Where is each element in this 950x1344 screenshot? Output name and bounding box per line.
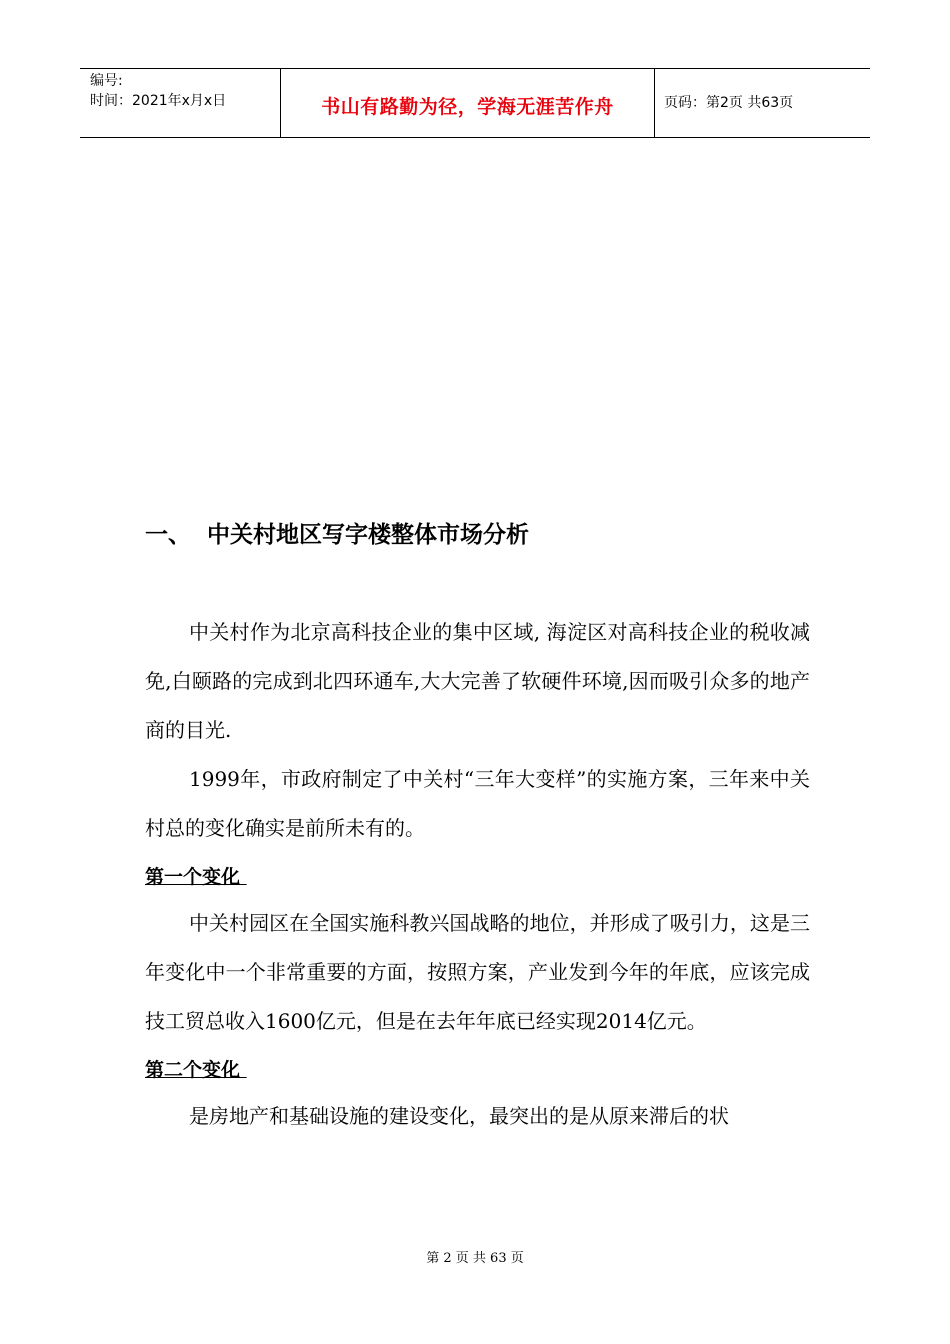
header-right-cell — [654, 69, 870, 137]
subheading-change-one: 第一个变化 — [145, 866, 241, 888]
paragraph: 中关村园区在全国实施科教兴国战略的地位，并形成了吸引力，这是三年变化中一个非常重要的方面，按照方案，产业发到今年的年底，应该完成技工贸总收入1600亿元，但是在去年年底已经实现2014亿元。 — [145, 911, 810, 1033]
paragraph: 1999年，市政府制定了中关村“三年大变样”的实施方案，三年来中关村总的变化确实是前所未有的。 — [145, 767, 810, 840]
paragraph: 中关村作为北京高科技企业的集中区域, 海淀区对高科技企业的税收减免,白颐路的完成到北四环通车,大大完善了软硬件环境,因而吸引众多的地产商的目光. — [145, 620, 810, 742]
header-center-cell — [280, 69, 655, 137]
section-title: 中关村地区写字楼整体市场分析 — [207, 522, 529, 548]
document-time-label: 时间：2021年x月x日 — [90, 93, 227, 109]
section-number: 一、 — [145, 522, 191, 548]
page-footer: 第 2 页 共 63 页 — [426, 1251, 524, 1266]
paragraph: 是房地产和基础设施的建设变化，最突出的是从原来滞后的状 — [189, 1104, 729, 1128]
document-header — [80, 68, 870, 138]
body-content — [145, 608, 810, 1141]
section-heading — [145, 516, 529, 549]
header-page-info: 页码：第2页 共63页 — [664, 95, 794, 111]
header-motto: 书山有路勤为径，学海无涯苦作舟 — [321, 96, 614, 118]
header-left-cell — [80, 69, 280, 137]
subheading-change-two: 第二个变化 — [145, 1059, 241, 1081]
document-number-label: 编号: — [90, 73, 123, 89]
